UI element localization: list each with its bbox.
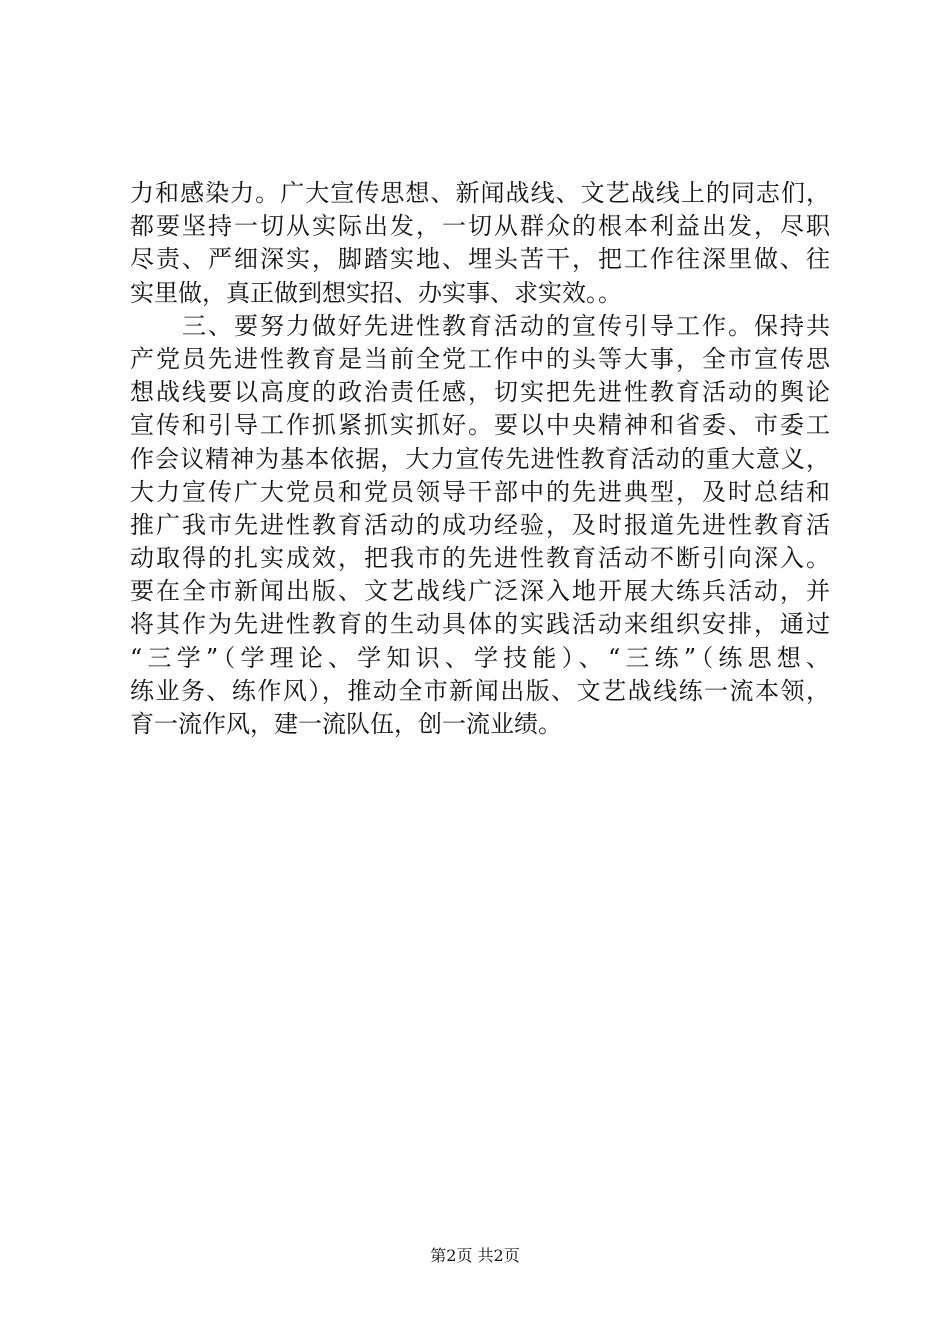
text-line: 作会议精神为基本依据，大力宣传先进性教育活动的重大意义，	[130, 444, 830, 473]
text-line: 都要坚持一切从实际出发，一切从群众的根本利益出发，尽职	[130, 212, 830, 241]
text-line: 力和感染力。广大宣传思想、新闻战线、文艺战线上的同志们，	[130, 179, 830, 207]
page-number-footer: 第2页 共2页	[430, 1246, 520, 1265]
text-line: 尽责、严细深实，脚踏实地、埋头苦干，把工作往深里做、往	[130, 245, 830, 274]
body-text	[130, 177, 830, 741]
text-line: 实里做，真正做到想实招、办实事、求实效。。	[130, 278, 622, 307]
text-line: 要在全市新闻出版、文艺战线广泛深入地开展大练兵活动，并	[130, 577, 830, 606]
text-line: 将其作为先进性教育的生动具体的实践活动来组织安排，通过	[130, 610, 830, 639]
text-line: 动取得的扎实成效，把我市的先进性教育活动不断引向深入。	[130, 544, 830, 573]
text-line: “三学”（学理论、学知识、学技能）、“三练”（练思想、	[130, 643, 830, 672]
text-line: 三、要努力做好先进性教育活动的宣传引导工作。保持共	[130, 311, 830, 340]
text-line: 练业务、练作风），推动全市新闻出版、文艺战线练一流本领，	[130, 676, 830, 705]
text-line: 想战线要以高度的政治责任感，切实把先进性教育活动的舆论	[130, 378, 830, 407]
text-line: 产党员先进性教育是当前全党工作中的头等大事，全市宣传思	[130, 344, 830, 373]
text-line: 育一流作风，建一流队伍，创一流业绩。	[130, 710, 562, 738]
text-line: 宣传和引导工作抓紧抓实抓好。要以中央精神和省委、市委工	[130, 411, 830, 440]
text-line: 推广我市先进性教育活动的成功经验，及时报道先进性教育活	[130, 510, 830, 539]
text-line: 大力宣传广大党员和党员领导干部中的先进典型，及时总结和	[130, 477, 830, 506]
